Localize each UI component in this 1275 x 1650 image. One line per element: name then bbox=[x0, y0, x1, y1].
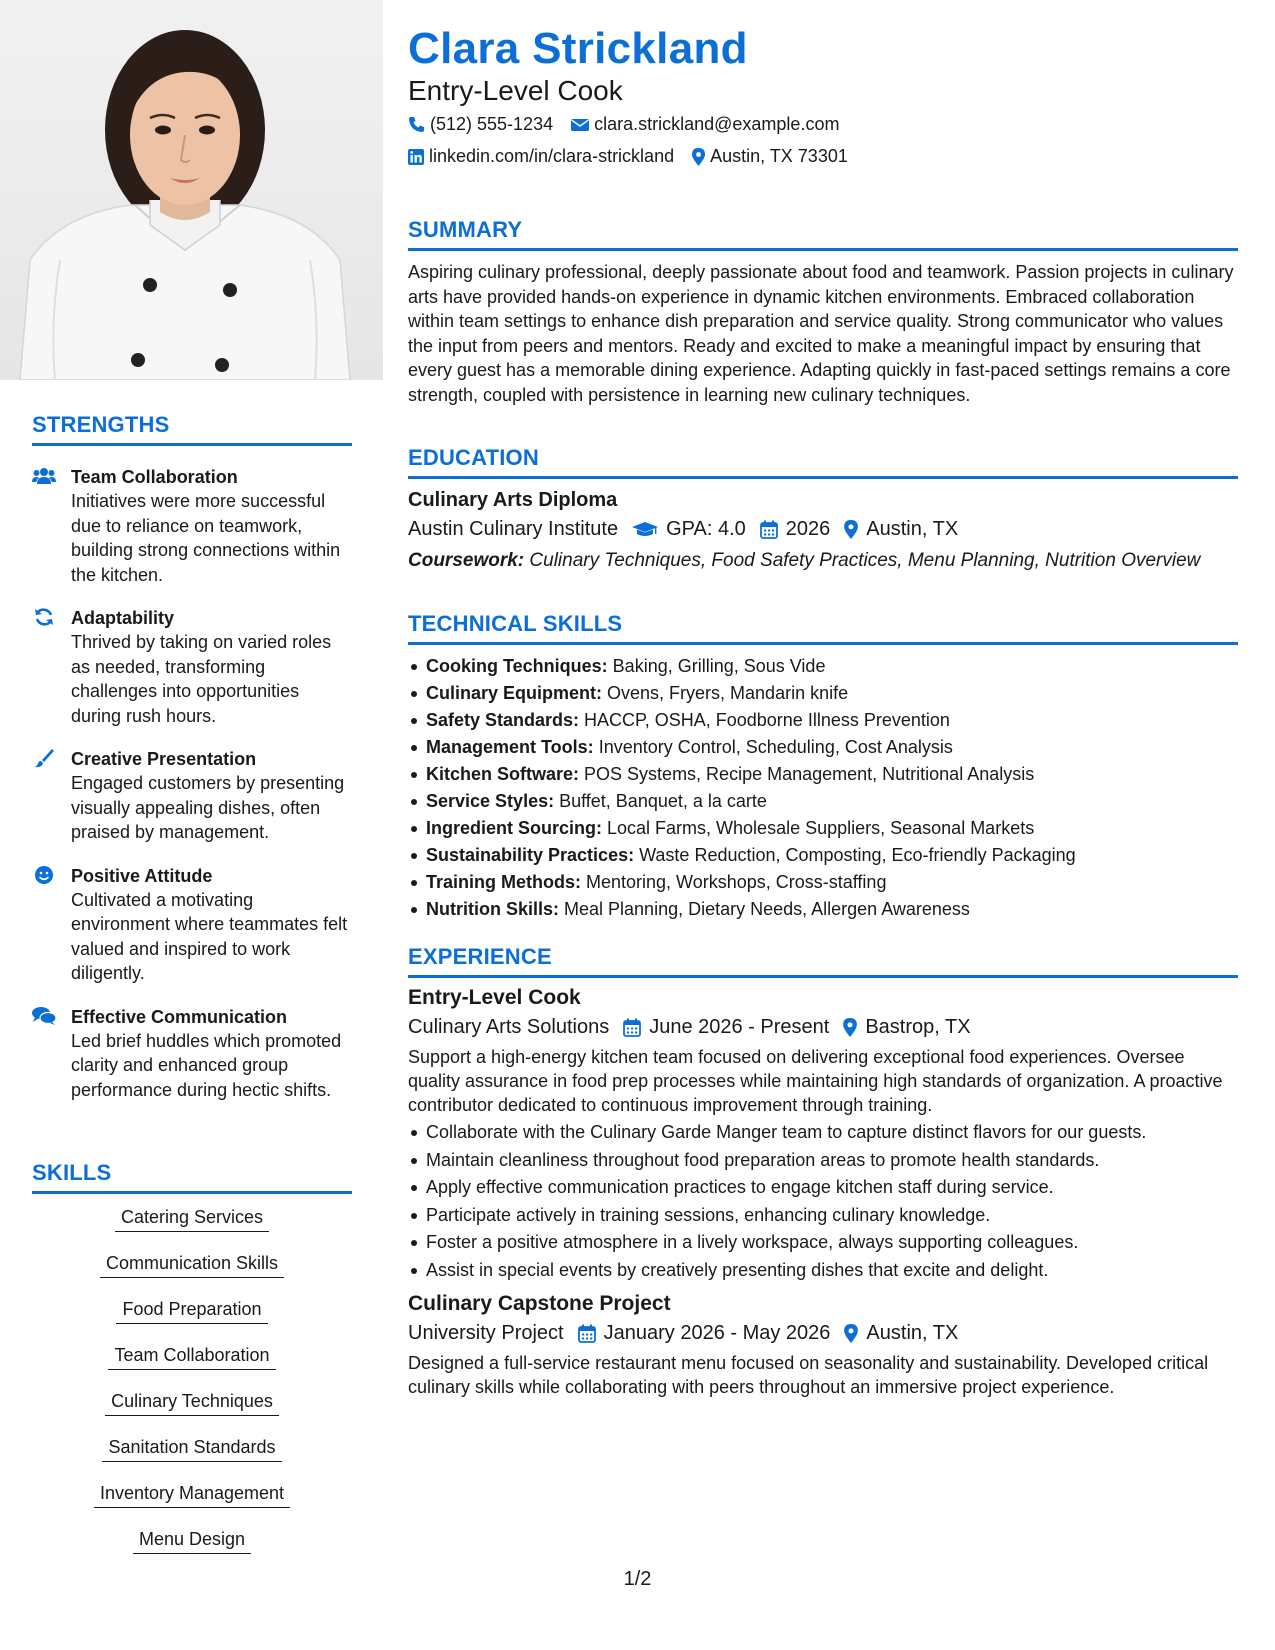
strength-title: Positive Attitude bbox=[71, 865, 213, 886]
strength-item bbox=[32, 606, 352, 728]
summary-section bbox=[408, 217, 1238, 407]
strengths-title: STRENGTHS bbox=[32, 412, 352, 446]
linkedin-contact[interactable] bbox=[408, 146, 674, 167]
strength-title: Team Collaboration bbox=[71, 467, 238, 487]
list-item: Ingredient Sourcing: Local Farms, Wholesale Suppliers, Seasonal Markets bbox=[408, 815, 1238, 842]
experience-title: EXPERIENCE bbox=[408, 944, 1238, 978]
list-item: Nutrition Skills: Meal Planning, Dietary Needs, Allergen Awareness bbox=[408, 896, 1238, 923]
job-location bbox=[843, 1016, 970, 1039]
skill-item: Catering Services bbox=[115, 1206, 269, 1232]
strength-title: Effective Communication bbox=[71, 1006, 288, 1027]
strengths-section bbox=[32, 412, 352, 1102]
skill-item: Team Collaboration bbox=[108, 1344, 275, 1370]
education-meta bbox=[408, 518, 1238, 541]
gpa-text: GPA: 4.0 bbox=[666, 518, 746, 540]
profile-photo bbox=[0, 0, 383, 380]
school-name bbox=[408, 518, 618, 541]
dates-text: January 2026 - May 2026 bbox=[603, 1322, 831, 1344]
contact-row bbox=[408, 146, 866, 167]
job-title: Culinary Capstone Project bbox=[408, 1292, 671, 1315]
education-location-text: Austin, TX bbox=[866, 518, 959, 540]
list-item: Management Tools: Inventory Control, Scheduling, Cost Analysis bbox=[408, 734, 1238, 761]
job-entry bbox=[408, 986, 1238, 1284]
company-text: Culinary Arts Solutions bbox=[408, 1016, 610, 1038]
job-entry bbox=[408, 1292, 1238, 1399]
skill-item: Inventory Management bbox=[94, 1482, 290, 1508]
list-item: Foster a positive atmosphere in a lively workspace, always supporting colleagues. bbox=[408, 1229, 1238, 1257]
technical-skills-section bbox=[408, 611, 1238, 923]
candidate-role: Entry-Level Cook bbox=[408, 75, 623, 106]
email-contact[interactable] bbox=[571, 114, 839, 135]
technical-skills-title: TECHNICAL SKILLS bbox=[408, 611, 1238, 645]
job-location-text: Bastrop, TX bbox=[865, 1016, 971, 1038]
education-location bbox=[844, 518, 958, 541]
list-item: Safety Standards: HACCP, OSHA, Foodborne Illness Prevention bbox=[408, 707, 1238, 734]
phone-icon bbox=[408, 116, 425, 133]
strength-desc: Cultivated a motivating environment where teammates felt valued and inspired to work diligently. bbox=[71, 889, 348, 983]
experience-section bbox=[408, 944, 1238, 1399]
map-pin-icon bbox=[844, 520, 858, 539]
skills-title: SKILLS bbox=[32, 1160, 352, 1194]
skill-item: Communication Skills bbox=[100, 1252, 284, 1278]
list-item: Cooking Techniques: Baking, Grilling, Sous Vide bbox=[408, 653, 1238, 680]
strength-item bbox=[32, 864, 352, 986]
job-location-text: Austin, TX bbox=[866, 1322, 959, 1344]
linkedin-text: linkedin.com/in/clara-strickland bbox=[429, 146, 675, 166]
education-title: EDUCATION bbox=[408, 445, 1238, 479]
coursework-text: Culinary Techniques, Food Safety Practices, Menu Planning, Nutrition Overview bbox=[524, 550, 1201, 571]
summary-title: SUMMARY bbox=[408, 217, 1238, 251]
phone-text: (512) 555-1234 bbox=[430, 114, 554, 134]
list-item: Collaborate with the Culinary Garde Manger team to capture distinct flavors for our guests. bbox=[408, 1119, 1238, 1147]
skill-item: Food Preparation bbox=[116, 1298, 267, 1324]
strength-item bbox=[32, 465, 352, 587]
coursework-label: Coursework: bbox=[408, 550, 525, 571]
job-bullets bbox=[408, 1119, 1238, 1284]
list-item: Training Methods: Mentoring, Workshops, Cross-staffing bbox=[408, 869, 1238, 896]
strength-desc: Engaged customers by presenting visually appealing dishes, often praised by management. bbox=[71, 773, 345, 842]
list-item: Apply effective communication practices to engage kitchen staff during service. bbox=[408, 1174, 1238, 1202]
job-location bbox=[844, 1322, 958, 1345]
technical-skills-list bbox=[408, 653, 1238, 923]
linkedin-icon bbox=[408, 149, 424, 165]
calendar-icon bbox=[623, 1018, 641, 1037]
strength-title: Creative Presentation bbox=[71, 749, 257, 769]
map-pin-icon bbox=[844, 1324, 858, 1343]
smile-icon bbox=[32, 865, 56, 885]
dates-text: June 2026 - Present bbox=[649, 1016, 830, 1038]
education-section bbox=[408, 445, 1238, 573]
location-text: Austin, TX 73301 bbox=[710, 146, 848, 166]
summary-text: Aspiring culinary professional, deeply passionate about food and teamwork. Passion projects in culinary arts have provided hands-on experience in dynamic kitchen environments. Embraced collaboration within team settings to enhance dish preparation and service quality. Strong communicator who values the input from peers and mentors. Ready and excited to make a meaningful impact by ensuring that every guest has a memorable dining experience. Adapting quickly in fast-paced settings remains a core strength, coupled with persistence in learning new culinary techniques. bbox=[408, 262, 1234, 405]
strength-item bbox=[32, 1005, 352, 1103]
job-description: Support a high-energy kitchen team focused on delivering exceptional food experiences. Oversee quality assurance in food prep processes while maintaining high standards of organization. A proactive contributor dedicated to continuous improvement through training. bbox=[408, 1047, 1223, 1115]
gpa bbox=[632, 518, 746, 541]
list-item: Service Styles: Buffet, Banquet, a la carte bbox=[408, 788, 1238, 815]
refresh-icon bbox=[32, 607, 56, 627]
skill-item: Culinary Techniques bbox=[105, 1390, 279, 1416]
list-item: Kitchen Software: POS Systems, Recipe Management, Nutritional Analysis bbox=[408, 761, 1238, 788]
comments-icon bbox=[32, 1006, 56, 1026]
location-contact bbox=[692, 146, 848, 167]
email-text: clara.strickland@example.com bbox=[594, 114, 840, 134]
map-pin-icon bbox=[843, 1018, 857, 1037]
list-item: Assist in special events by creatively presenting dishes that excite and delight. bbox=[408, 1257, 1238, 1285]
skill-item: Sanitation Standards bbox=[102, 1436, 281, 1462]
calendar-icon bbox=[760, 520, 778, 539]
graduation-year bbox=[760, 518, 831, 541]
users-icon bbox=[32, 466, 56, 486]
job-dates bbox=[623, 1016, 829, 1039]
company-name bbox=[408, 1016, 609, 1039]
list-item: Culinary Equipment: Ovens, Fryers, Mandarin knife bbox=[408, 680, 1238, 707]
page-number: 1/2 bbox=[623, 1568, 652, 1590]
strength-desc: Initiatives were more successful due to reliance on teamwork, building strong connections within the kitchen. bbox=[71, 491, 341, 585]
list-item: Sustainability Practices: Waste Reduction, Composting, Eco-friendly Packaging bbox=[408, 842, 1238, 869]
skill-item: Menu Design bbox=[133, 1528, 251, 1554]
company-text: University Project bbox=[408, 1322, 564, 1344]
candidate-name: Clara Strickland bbox=[408, 24, 748, 73]
company-name bbox=[408, 1322, 564, 1345]
calendar-icon bbox=[578, 1324, 596, 1343]
school-text: Austin Culinary Institute bbox=[408, 518, 619, 540]
strength-desc: Led brief huddles which promoted clarity and enhanced group performance during hectic shifts. bbox=[71, 1030, 342, 1100]
contact-row bbox=[408, 114, 857, 135]
job-meta bbox=[408, 1322, 1238, 1345]
coursework bbox=[408, 549, 1238, 573]
phone-contact[interactable] bbox=[408, 114, 553, 135]
job-title: Entry-Level Cook bbox=[408, 986, 581, 1009]
skill-list bbox=[32, 1206, 352, 1574]
graduation-cap-icon bbox=[632, 521, 658, 539]
envelope-icon bbox=[571, 118, 589, 132]
strength-title: Adaptability bbox=[71, 608, 175, 628]
strength-item bbox=[32, 747, 352, 845]
job-dates bbox=[578, 1322, 831, 1345]
strength-desc: Thrived by taking on varied roles as needed, transforming challenges into opportunities during rush hours. bbox=[71, 632, 332, 726]
list-item: Maintain cleanliness throughout food preparation areas to promote health standards. bbox=[408, 1147, 1238, 1175]
map-pin-icon bbox=[692, 148, 705, 166]
skills-section bbox=[32, 1160, 352, 1574]
list-item: Participate actively in training sessions, enhancing culinary knowledge. bbox=[408, 1202, 1238, 1230]
paintbrush-icon bbox=[32, 748, 56, 768]
job-meta bbox=[408, 1016, 1238, 1039]
degree-title: Culinary Arts Diploma bbox=[408, 489, 618, 511]
left-column bbox=[0, 0, 383, 1650]
job-description: Designed a full-service restaurant menu focused on seasonality and sustainability. Developed critical culinary skills while collaborating with peers throughout an immersive project experience. bbox=[408, 1353, 1209, 1397]
year-text: 2026 bbox=[785, 518, 831, 540]
